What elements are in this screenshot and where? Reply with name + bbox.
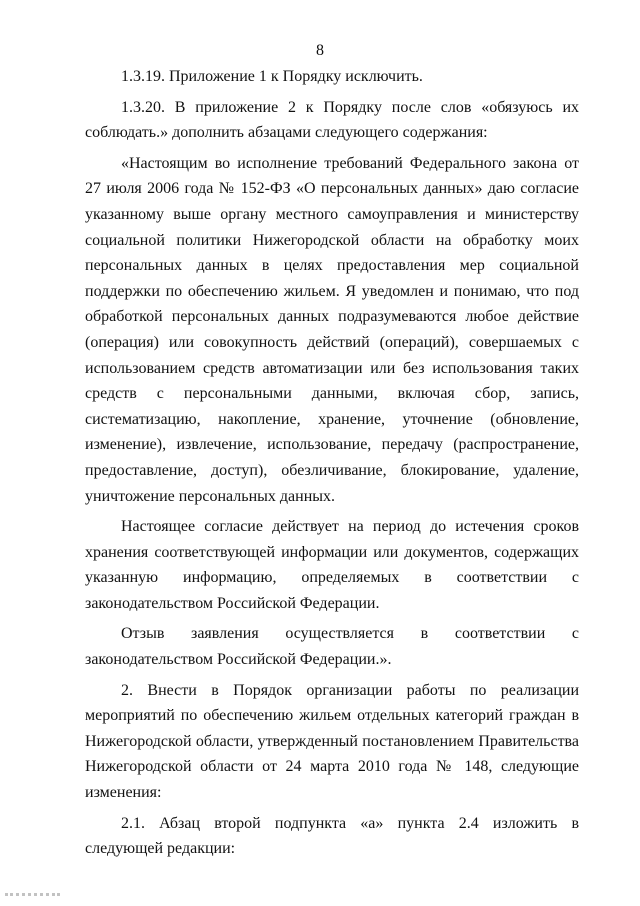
paragraph-item-2: 2. Внести в Порядок организации работы по реализации мероприятий по обеспечению жильем отдельных категорий граждан в Нижегородской области, утвержденный постановлением Правительства Нижегородской области от 24 марта 2010 года № 148, следующие изменения:: [85, 681, 579, 802]
paragraph-1-3-19: 1.3.19. Приложение 1 к Порядку исключить.: [121, 68, 423, 85]
scan-artifact: [5, 893, 60, 906]
paragraph-1-3-20: 1.3.20. В приложение 2 к Порядку после слов «обязуюсь их соблюдать.» дополнить абзацами следующего содержания:: [85, 98, 579, 142]
document-body: [85, 64, 579, 862]
paragraph-consent-period: Настоящее согласие действует на период до истечения сроков хранения соответствующей информации или документов, содержащих указанную информацию, определяемых в соответствии с законодательством Российской Федерации.: [85, 518, 579, 612]
page-number: 8: [316, 42, 324, 59]
paragraph-consent-revocation: Отзыв заявления осуществляется в соответствии с законодательством Российской Федерации.».: [85, 625, 579, 669]
paragraph-item-2-1: 2.1. Абзац второй подпункта «а» пункта 2.4 изложить в следующей редакции:: [85, 814, 579, 858]
paragraph-consent-text: «Настоящим во исполнение требований Федерального закона от 27 июля 2006 года № 152-ФЗ «О персональных данных» даю согласие указанному выше органу местного самоуправления и министерству социальной политики Нижегородской области на обработку моих персональных данных в целях предоставления мер социальной поддержки по обеспечению жильем. Я уведомлен и понимаю, что под обработкой персональных данных подразумеваются любое действие (операция) или совокупность действий (операций), совершаемых с использованием средств автоматизации или без использования таких средств с персональными данными, включая сбор, запись, систематизацию, накопление, хранение, уточнение (обновление, изменение), извлечение, использование, передачу (распространение, предоставление, доступ), обезличивание, блокирование, удаление, уничтожение персональных данных.: [85, 154, 579, 505]
